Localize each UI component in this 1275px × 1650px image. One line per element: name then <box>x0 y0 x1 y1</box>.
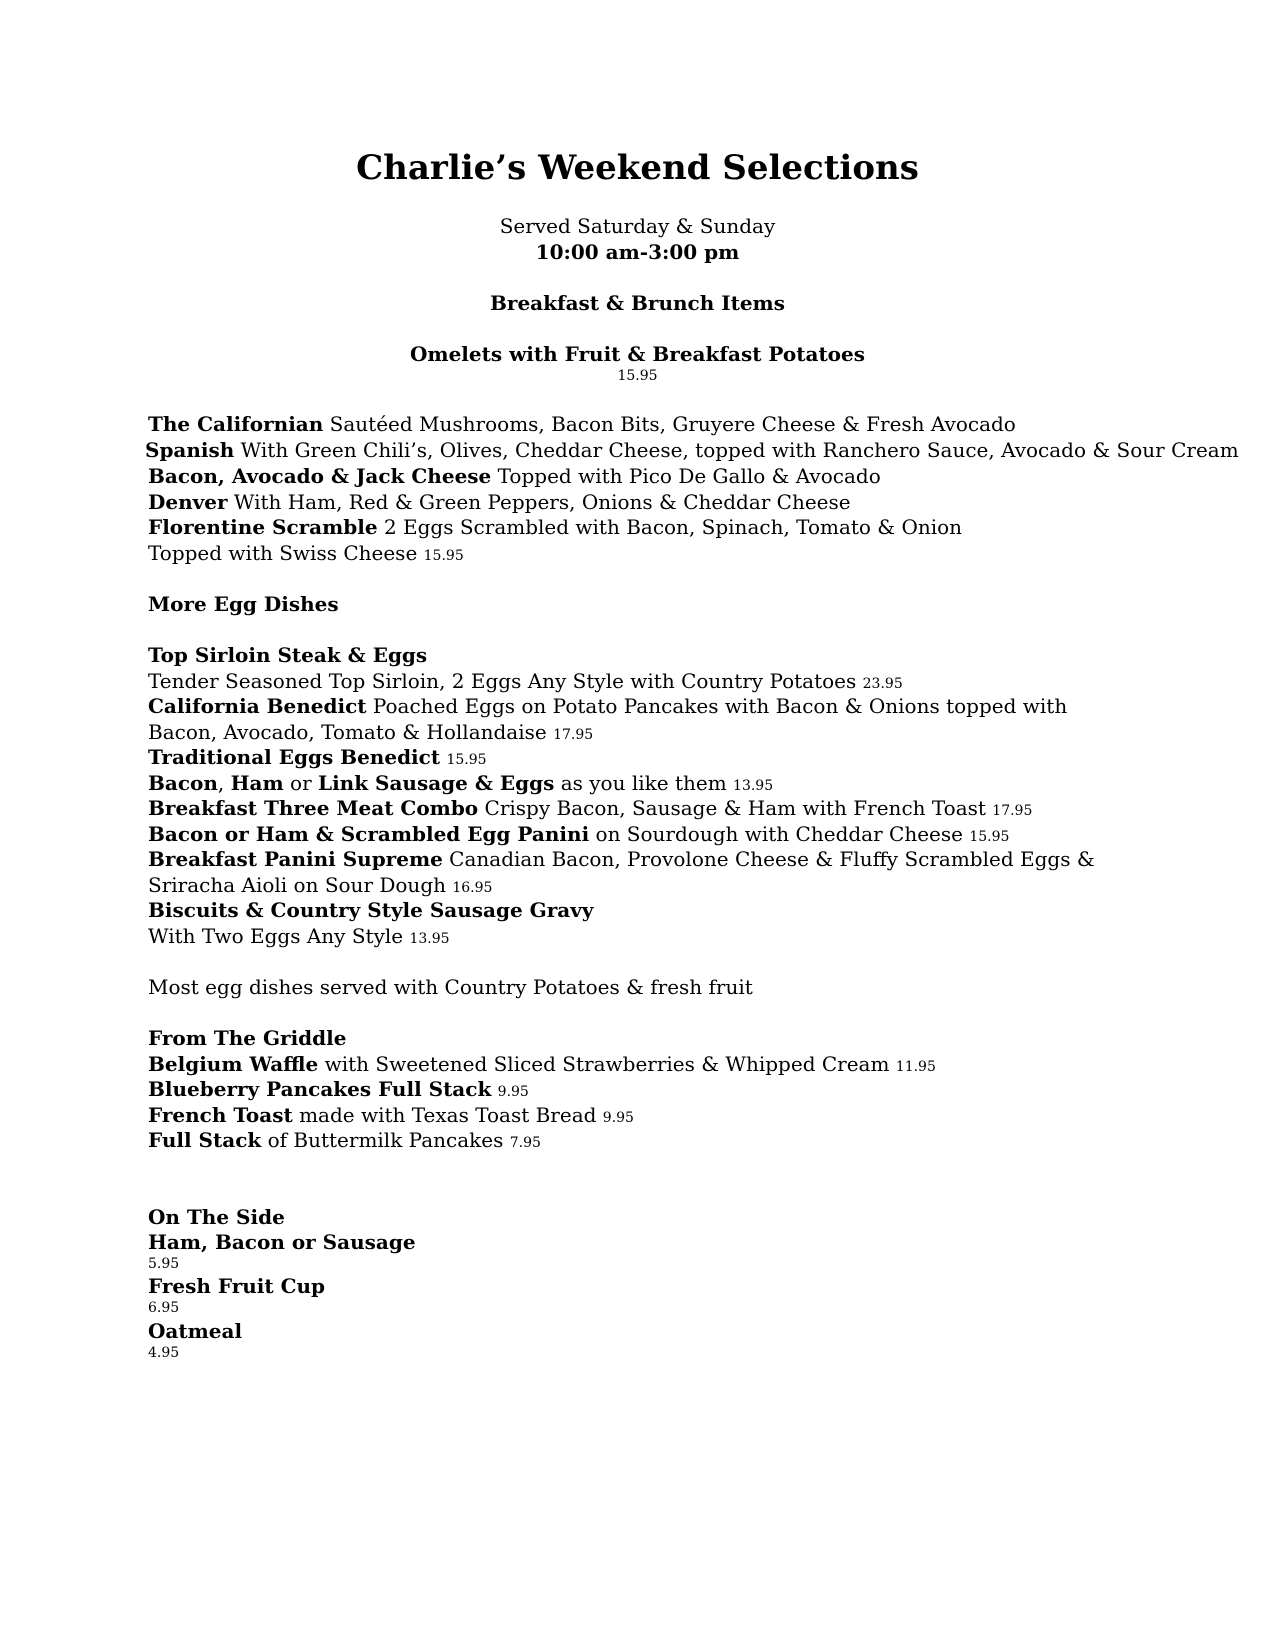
served-hours: 10:00 am-3:00 pm <box>535 240 740 264</box>
item-price: 13.95 <box>409 931 450 947</box>
item-name: Full Stack <box>148 1128 262 1152</box>
item-name: Biscuits & Country Style Sausage Gravy <box>148 898 594 922</box>
item-price: 9.95 <box>497 1084 529 1100</box>
menu-item <box>148 490 851 514</box>
item-description: as you like them <box>554 771 734 795</box>
item-price: 9.95 <box>602 1110 634 1126</box>
item-price: 7.95 <box>509 1135 541 1151</box>
item-price: 15.95 <box>446 752 487 768</box>
item-description: Sriracha Aioli on Sour Dough <box>148 873 453 897</box>
sides-heading: On The Side <box>148 1205 285 1229</box>
menu-item <box>148 1077 529 1101</box>
item-description: With Two Eggs Any Style <box>148 924 410 948</box>
side-item-name: Oatmeal <box>148 1319 243 1343</box>
item-description: made with Texas Toast Bread <box>292 1103 603 1127</box>
item-name: Belgium Waffle <box>148 1052 319 1076</box>
menu-item-continued <box>148 720 593 744</box>
menu-item-continued <box>148 669 903 693</box>
item-name: Florentine Scramble <box>148 515 378 539</box>
menu-item <box>148 1052 936 1076</box>
omelets-price: 15.95 <box>617 368 658 384</box>
item-price: 16.95 <box>452 880 493 896</box>
menu-item <box>148 847 1095 871</box>
item-name: Traditional Eggs Benedict <box>148 745 441 769</box>
side-item-price: 6.95 <box>148 1300 180 1316</box>
egg-dishes-heading: More Egg Dishes <box>148 592 339 616</box>
served-days: Served Saturday & Sunday <box>499 214 776 238</box>
item-description: of Buttermilk Pancakes <box>261 1128 510 1152</box>
menu-item <box>148 1128 541 1152</box>
side-item-name: Ham, Bacon or Sausage <box>148 1230 416 1254</box>
item-price: 15.95 <box>969 829 1010 845</box>
item-price: 17.95 <box>992 803 1033 819</box>
menu-item <box>148 796 1032 820</box>
menu-item <box>145 438 1239 462</box>
menu-item <box>148 694 1067 718</box>
griddle-heading: From The Griddle <box>148 1026 347 1050</box>
menu-item-continued <box>148 873 492 897</box>
menu-item-continued <box>148 541 464 565</box>
item-description: Topped with Pico De Gallo & Avocado <box>491 464 881 488</box>
item-description: Sautéed Mushrooms, Bacon Bits, Gruyere Cheese & Fresh Avocado <box>323 412 1016 436</box>
item-price: 11.95 <box>895 1059 936 1075</box>
section-heading: Breakfast & Brunch Items <box>490 291 785 315</box>
item-name: Ham <box>230 771 284 795</box>
menu-item-continued <box>148 924 450 948</box>
omelets-heading: Omelets with Fruit & Breakfast Potatoes <box>410 342 865 366</box>
item-description: with Sweetened Sliced Strawberries & Whipped Cream <box>318 1052 896 1076</box>
item-name: The Californian <box>148 412 324 436</box>
item-description: Canadian Bacon, Provolone Cheese & Fluffy Scrambled Eggs & <box>442 847 1095 871</box>
menu-item <box>148 898 594 922</box>
item-description: Tender Seasoned Top Sirloin, 2 Eggs Any Style with Country Potatoes <box>148 669 863 693</box>
item-description: on Sourdough with Cheddar Cheese <box>589 822 970 846</box>
item-description: Bacon, Avocado, Tomato & Hollandaise <box>148 720 554 744</box>
menu-item <box>148 1103 634 1127</box>
item-description: With Green Chili’s, Olives, Cheddar Cheese, topped with Ranchero Sauce, Avocado & Sour Cream <box>234 438 1239 462</box>
item-separator: or <box>283 771 318 795</box>
item-description: Poached Eggs on Potato Pancakes with Bacon & Onions topped with <box>366 694 1068 718</box>
menu-item <box>148 464 881 488</box>
item-name: Denver <box>148 490 228 514</box>
menu-item <box>148 771 773 795</box>
item-price: 15.95 <box>423 548 464 564</box>
side-item-price: 5.95 <box>148 1256 180 1272</box>
item-description: Crispy Bacon, Sausage & Ham with French Toast <box>478 796 993 820</box>
item-separator: , <box>217 771 231 795</box>
item-name: Blueberry Pancakes Full Stack <box>148 1077 492 1101</box>
item-name: Bacon <box>148 771 218 795</box>
item-name: Spanish <box>145 438 235 462</box>
item-name: French Toast <box>148 1103 293 1127</box>
item-name: California Benedict <box>148 694 367 718</box>
item-price: 13.95 <box>733 778 774 794</box>
item-name: Top Sirloin Steak & Eggs <box>148 643 428 667</box>
item-name: Bacon or Ham & Scrambled Egg Panini <box>148 822 590 846</box>
item-name: Breakfast Panini Supreme <box>148 847 443 871</box>
menu-item <box>148 745 487 769</box>
side-item-name: Fresh Fruit Cup <box>148 1274 326 1298</box>
side-item-price: 4.95 <box>148 1345 180 1361</box>
item-price: 23.95 <box>862 676 903 692</box>
item-name: Bacon, Avocado & Jack Cheese <box>148 464 492 488</box>
menu-item <box>148 822 1009 846</box>
menu-item <box>148 515 962 539</box>
item-description: With Ham, Red & Green Peppers, Onions & Cheddar Cheese <box>227 490 851 514</box>
item-name: Link Sausage & Eggs <box>318 771 555 795</box>
egg-dishes-note: Most egg dishes served with Country Potatoes & fresh fruit <box>148 975 753 999</box>
item-description: 2 Eggs Scrambled with Bacon, Spinach, Tomato & Onion <box>377 515 963 539</box>
menu-item <box>148 412 1016 436</box>
menu-item <box>148 643 427 667</box>
item-description: Topped with Swiss Cheese <box>148 541 424 565</box>
item-price: 17.95 <box>553 727 594 743</box>
page-title: Charlie’s Weekend Selections <box>356 148 919 188</box>
item-name: Breakfast Three Meat Combo <box>148 796 479 820</box>
